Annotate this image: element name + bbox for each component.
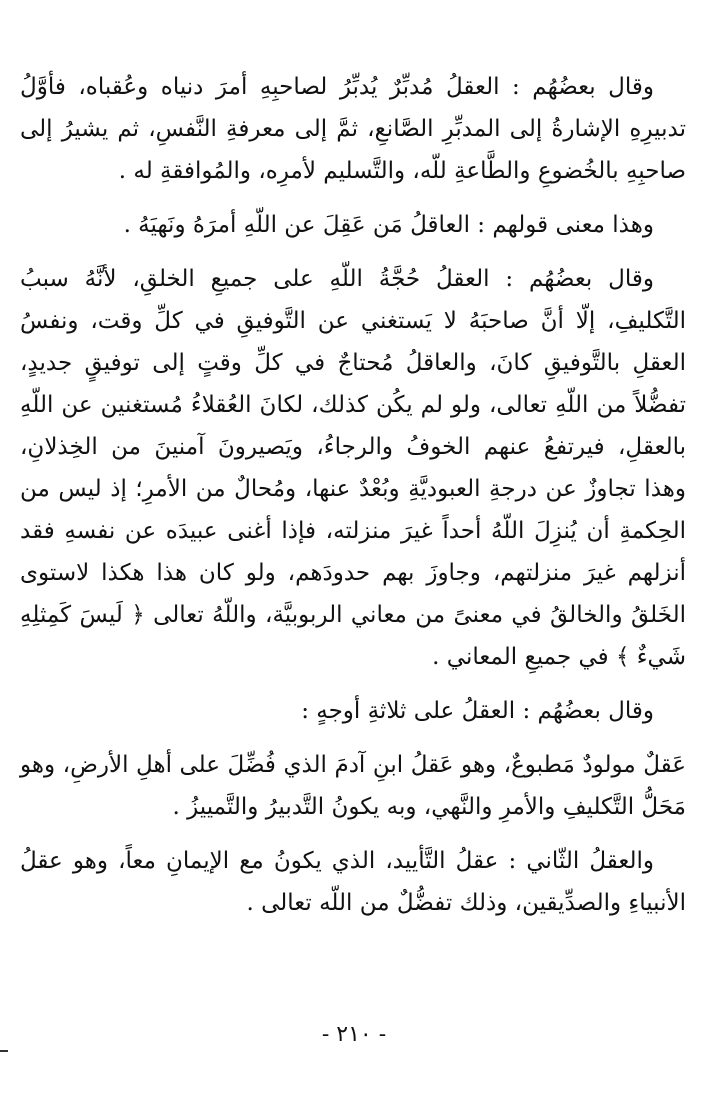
paragraph-6: والعقلُ الثّاني : عقلُ التَّأييد، الذي يكونُ مع الإيمانِ معاً، وهو عقلُ الأنبياءِ والصدِّيقين، وذلك تفضُّلٌ من اللّه تعالى . xyxy=(20,848,686,916)
page-number: - ٢١٠ - xyxy=(321,1022,387,1047)
paragraph-2: وهذا معنى قولهم : العاقلُ مَن عَقِلَ عن اللّهِ أمرَهُ ونَهيَهُ . xyxy=(123,212,654,238)
paragraph-4: وقال بعضُهُم : العقلُ على ثلاثةِ أوجهٍ : xyxy=(301,698,654,724)
page-body xyxy=(20,66,686,924)
paragraph-5: عَقلٌ مولودٌ مَطبوعٌ، وهو عَقلُ ابنِ آدمَ الذي فُضِّلَ على أهلِ الأرضِ، وهو مَحَلُّ التَّكليفِ والأمرِ والنَّهي، وبه يكونُ التَّدبيرُ والتَّمييزُ . xyxy=(20,752,686,820)
edge-mark xyxy=(0,1050,8,1052)
paragraph-1: وقال بعضُهُم : العقلُ مُدبِّرٌ يُدبِّرُ لصاحبِهِ أمرَ دنياه وعُقباه، فأوَّلُ تدبيرِهِ الإشارةُ إلى المدبِّرِ الصَّانعِ، ثمَّ إلى معرفةِ النَّفسِ، ثم يشيرُ إلى صاحبِهِ بالخُضوعِ والطَّاعةِ للّه، والتَّسليم لأمرِه، والمُوافقةِ له . xyxy=(20,74,686,184)
paragraph-3: وقال بعضُهُم : العقلُ حُجَّةُ اللّهِ على جميعِ الخلقِ، لأنَّهُ سببُ التَّكليفِ، إلّا أنَّ صاحبَهُ لا يَستغني عن التَّوفيقِ في كلِّ وقت، ونفسُ العقلِ بالتَّوفيقِ كانَ، والعاقلُ مُحتاجٌ في كلِّ وقتٍ إلى توفيقٍ جديدٍ، تفضُّلاً من اللّهِ تعالى، ولو لم يكُن كذلك، لكانَ العُقلاءُ مُستغنين عن اللّهِ بالعقلِ، فيرتفعُ عنهم الخوفُ والرجاءُ، ويَصيرونَ آمنينَ من الخِذلانِ، وهذا تجاوزٌ عن درجةِ العبوديَّةِ وبُعْدٌ عنها، ومُحالٌ من الأمرِ؛ إذ ليس من الحِكمةِ أن يُنزِلَ اللّهُ أحداً غيرَ منزلته، فإذا أغنى عبيدَه عن نفسهِ فقد أنزلهم غيرَ منزلتهم، وجاوزَ بهم حدودَهم، ولو كان هذا هكذا لاستوى الخَلقُ والخالقُ في معنىً من معاني الربوبيَّة، واللّهُ تعالى ﴿ لَيسَ كَمِثلِهِ شَيءٌ ﴾ في جميعِ المعاني . xyxy=(20,266,686,670)
